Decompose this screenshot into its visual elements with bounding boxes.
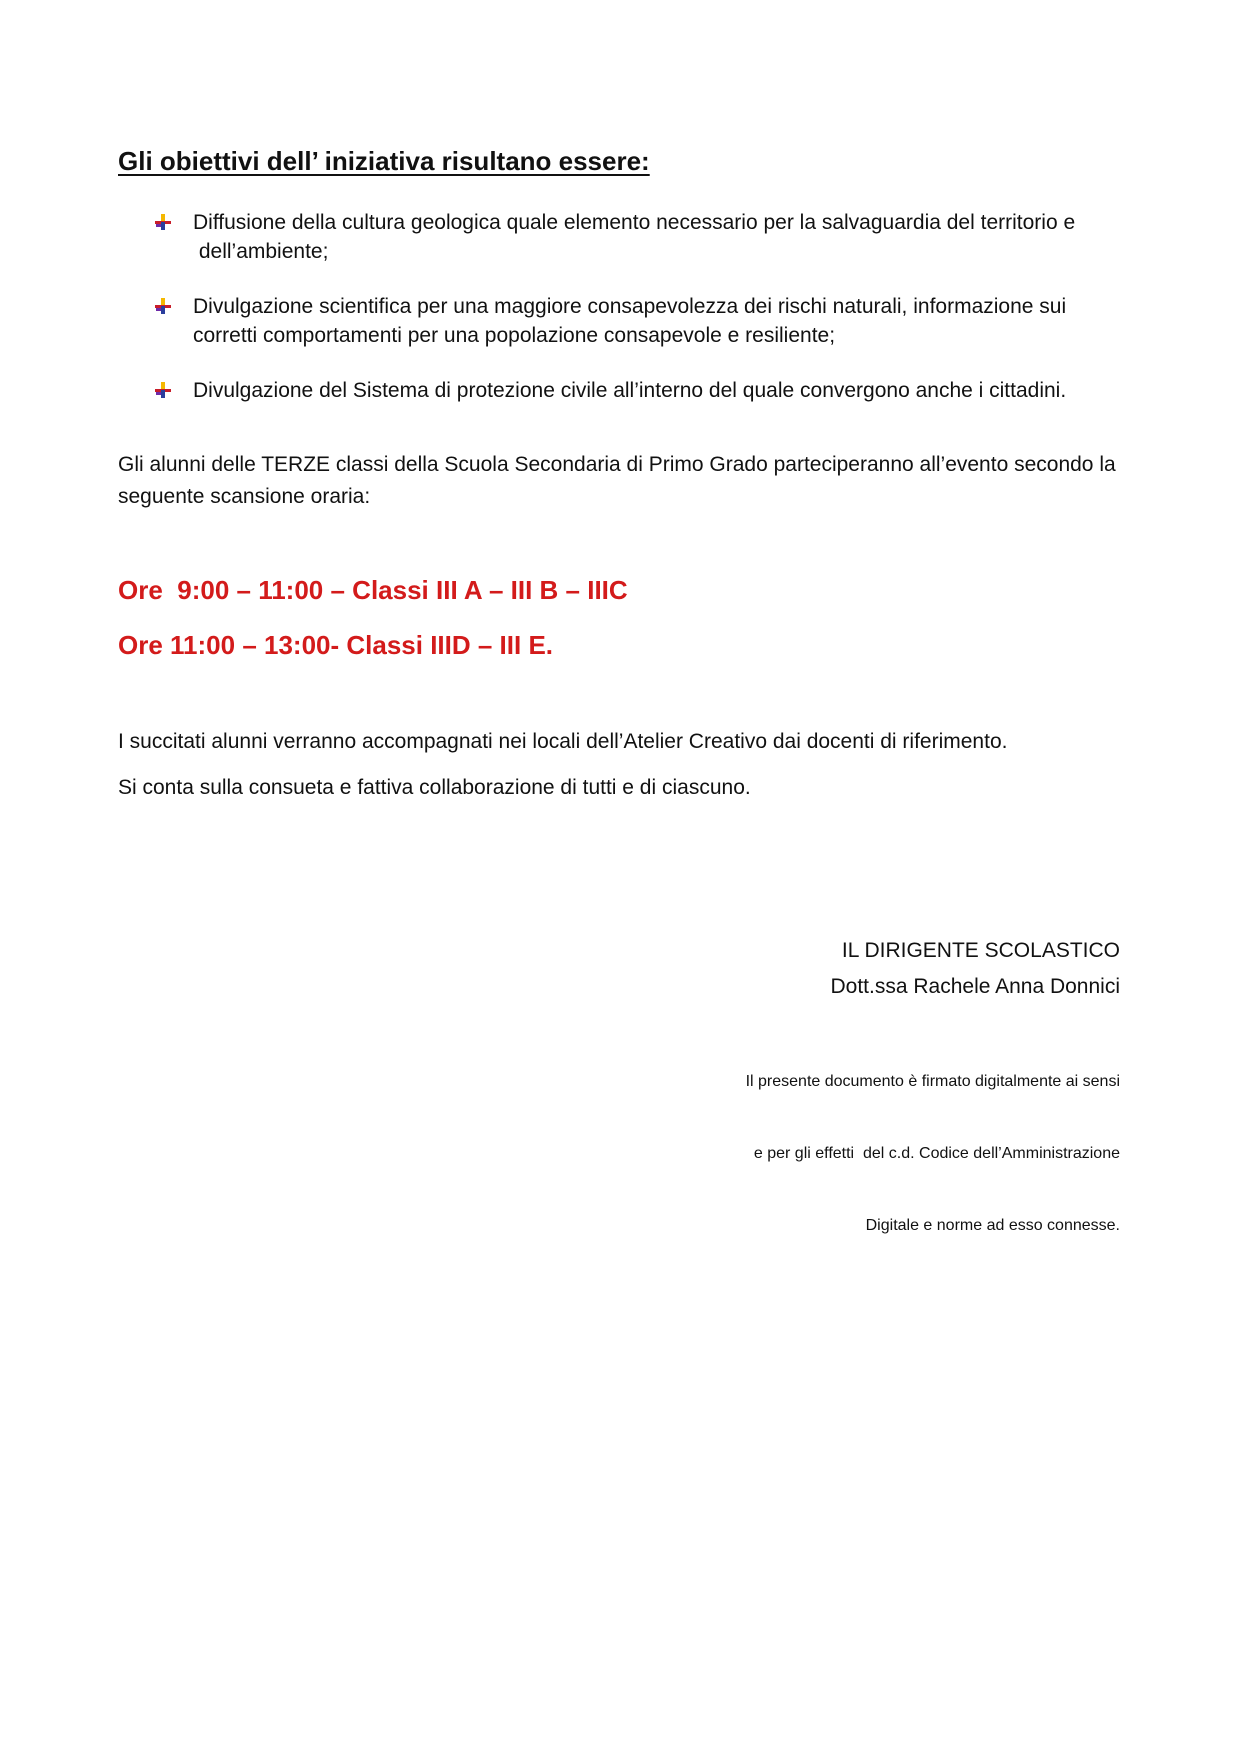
legal-note-line: e per gli effetti del c.d. Codice dell’Amministrazione [753,1145,1120,1162]
closing-paragraph: Si conta sulla consueta e fattiva collaborazione di tutti e di ciascuno. [118,776,751,799]
objective-line: Divulgazione del Sistema di protezione civile all’interno del quale convergono anche i cittadini. [193,379,1067,402]
multicolor-cross-bullet-icon [154,297,172,315]
objective-line: corretti comportamenti per una popolazione consapevole e resiliente; [193,324,836,347]
objective-line: dell’ambiente; [193,240,329,263]
accompany-paragraph: I succitati alunni verranno accompagnati nei locali dell’Atelier Creativo dai docenti di riferimento. [118,730,1008,753]
schedule-line: Ore 9:00 – 11:00 – Classi III A – III B – IIIC [118,575,628,605]
objectives-heading: Gli obiettivi dell’ iniziativa risultano essere: [118,146,650,176]
multicolor-cross-bullet-icon [154,381,172,399]
objectives-list [118,208,1128,431]
objective-line: Divulgazione scientifica per una maggiore consapevolezza dei rischi naturali, informazione sui [193,295,1067,318]
multicolor-cross-bullet-icon [154,213,172,231]
digital-signature-note [746,1022,1120,1286]
objective-item [118,376,1128,405]
objective-item [118,292,1128,350]
schedule-line: Ore 11:00 – 13:00- Classi IIID – III E. [118,630,554,660]
legal-note-line: Digitale e norme ad esso connesse. [865,1217,1120,1234]
objective-item [118,208,1128,266]
legal-note-line: Il presente documento è firmato digitalmente ai sensi [745,1073,1120,1090]
intro-paragraph: Gli alunni delle TERZE classi della Scuola Secondaria di Primo Grado parteciperanno all’evento secondo la seguente scansione oraria: [118,453,1116,508]
signature-role: IL DIRIGENTE SCOLASTICO [841,939,1120,962]
signature-name: Dott.ssa Rachele Anna Donnici [830,975,1120,998]
objective-line: Diffusione della cultura geologica quale elemento necessario per la salvaguardia del territorio e [193,211,1076,234]
signature-block [831,933,1121,1005]
